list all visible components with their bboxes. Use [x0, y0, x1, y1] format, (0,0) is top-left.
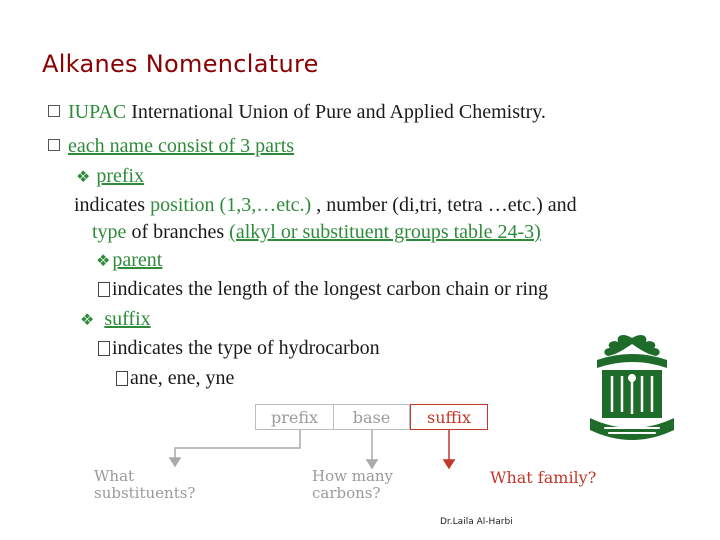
- prefix-desc-mid: , number (di,tri, tetra …etc.) and: [311, 194, 577, 216]
- suffix-endings-text: ane, ene, yne: [130, 367, 235, 389]
- three-parts-text: each name consist of 3 parts: [68, 135, 295, 157]
- arrowhead-substituents: [170, 458, 180, 466]
- parent-label: parent: [112, 249, 163, 271]
- arrowhead-family: [444, 460, 454, 468]
- question-how-many: How many: [312, 467, 394, 485]
- diagram-suffix-box: suffix: [410, 404, 488, 430]
- slide-title: Alkanes Nomenclature: [42, 50, 319, 78]
- arrow-to-substituents: [175, 430, 300, 460]
- question-substituents: [94, 468, 195, 502]
- author-credit: Dr.Laila Al-Harbi: [440, 517, 513, 527]
- diamond-bullet-icon: ❖: [80, 310, 95, 329]
- suffix-label: suffix: [104, 308, 151, 330]
- diagram-prefix-box: prefix: [255, 404, 333, 430]
- parent-desc-text: indicates the length of the longest carbon chain or ring: [112, 278, 548, 300]
- question-substituents-word: substituents?: [94, 484, 196, 502]
- prefix-desc-position: position (1,3,…etc.): [150, 194, 312, 216]
- iupac-term: IUPAC: [68, 101, 127, 123]
- question-carbons-word: carbons?: [312, 484, 381, 502]
- question-carbons: [312, 468, 393, 502]
- question-what: What: [94, 467, 135, 485]
- prefix-desc-type: type: [92, 221, 127, 243]
- suffix-desc-text: indicates the type of hydrocarbon: [112, 337, 380, 359]
- iupac-definition: International Union of Pure and Applied Chemistry.: [126, 101, 546, 123]
- prefix-desc-of: of branches: [126, 221, 230, 243]
- diagram-base-box: base: [333, 404, 410, 430]
- diamond-bullet-icon: ❖: [96, 251, 111, 270]
- diamond-bullet-icon: ❖: [76, 167, 91, 186]
- prefix-desc-start: indicates: [74, 194, 151, 216]
- question-family: What family?: [490, 468, 597, 487]
- prefix-label: prefix: [96, 165, 145, 187]
- prefix-desc-reference: (alkyl or substituent groups table 24-3): [229, 221, 541, 243]
